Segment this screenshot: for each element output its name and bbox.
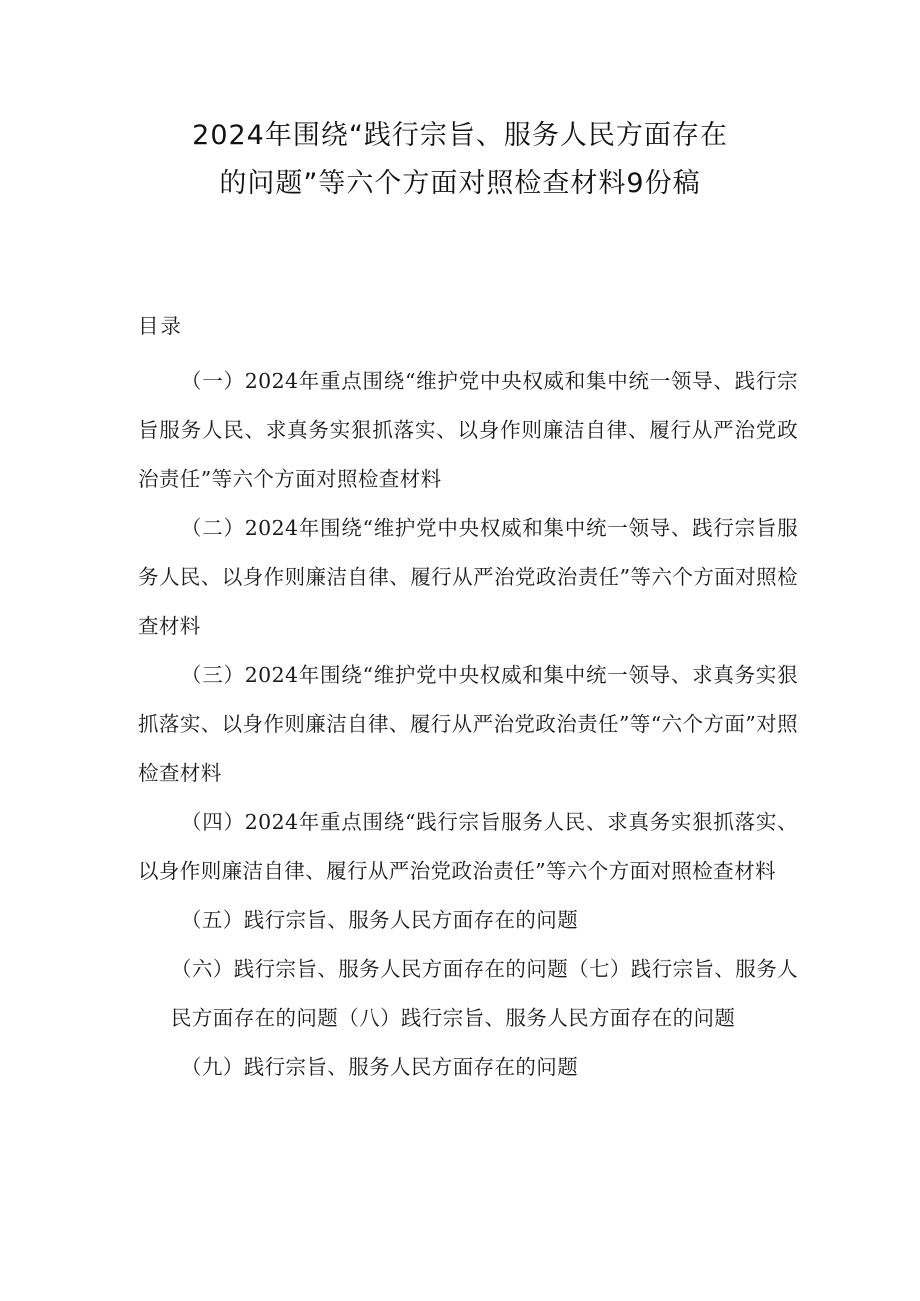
toc-item-1: （一）2024年重点围绕“维护党中央权威和集中统一领导、践行宗旨服务人民、求真务实狠抓落实、以身作则廉洁自律、履行从严治党政治责任”等六个方面对照检查材料: [138, 369, 798, 491]
toc-item-6-7-8: （六）践行宗旨、服务人民方面存在的问题（七）践行宗旨、服务人民方面存在的问题（八）践行宗旨、服务人民方面存在的问题: [171, 957, 798, 1030]
title-line-2: 的问题”等六个方面对照检查材料9份稿: [219, 168, 701, 199]
toc-item-9: （九）践行宗旨、服务人民方面存在的问题: [181, 1055, 579, 1079]
toc-item-3: （三）2024年围绕“维护党中央权威和集中统一领导、求真务实狠抓落实、以身作则廉洁自律、履行从严治党政治责任”等“六个方面”对照检查材料: [138, 663, 798, 785]
table-of-contents: [138, 306, 798, 1092]
document-title: [100, 112, 820, 208]
toc-item-5: （五）践行宗旨、服务人民方面存在的问题: [181, 908, 579, 932]
title-line-1: 2024年围绕“践行宗旨、服务人民方面存在: [192, 120, 728, 151]
toc-item-4: （四）2024年重点围绕“践行宗旨服务人民、求真务实狠抓落实、以身作则廉洁自律、履行从严治党政治责任”等六个方面对照检查材料: [138, 810, 798, 883]
toc-item-2: （二）2024年围绕“维护党中央权威和集中统一领导、践行宗旨服务人民、以身作则廉洁自律、履行从严治党政治责任”等六个方面对照检查材料: [138, 516, 798, 638]
toc-heading: 目录: [138, 314, 183, 338]
